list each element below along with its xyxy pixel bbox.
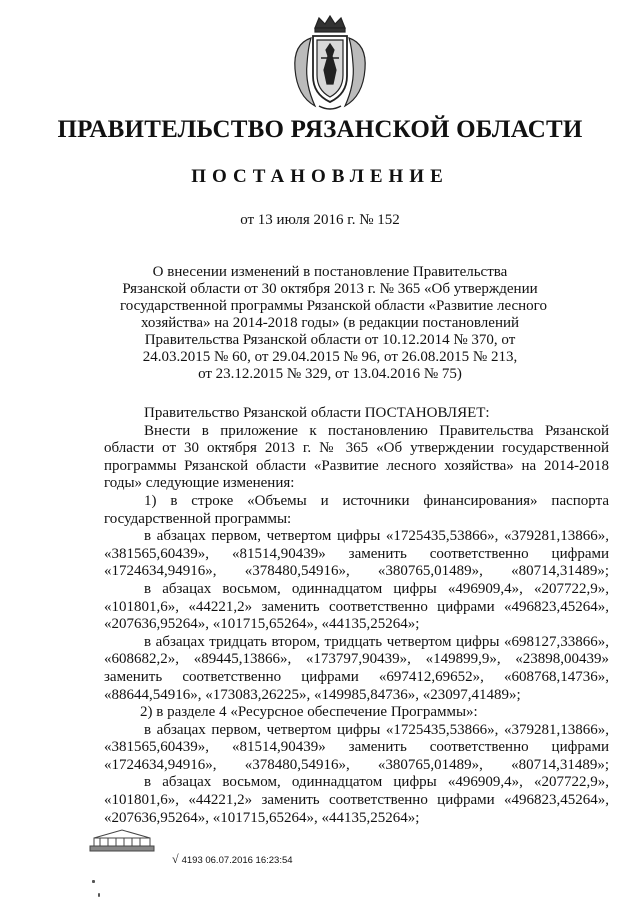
body-line: в абзацах восьмом, одиннадцатом цифры «496909,4», «207722,9», — [144, 774, 609, 791]
registration-text: 4193 06.07.2016 16:23:54 — [181, 855, 293, 866]
body-line: области от 30 октября 2013 г. № 365 «Об утверждении государственной — [104, 440, 609, 457]
subject-line: О внесении изменений в постановление Правительства — [152, 264, 508, 280]
document-body — [104, 405, 609, 827]
body-line: «101801,6», «44221,2» заменить соответственно цифрами «496823,45264», — [104, 598, 609, 615]
body-line: Правительство Рязанской области ПОСТАНОВЛЯЕТ: — [144, 405, 490, 421]
document-type: ПОСТАНОВЛЕНИЕ — [191, 166, 449, 187]
body-line: «88644,54916», «173083,26225», «149985,84736», «23097,41489»; — [104, 686, 521, 703]
body-line: «608682,2», «89445,13866», «173797,90439», «149899,9», «23898,00439» — [104, 651, 609, 668]
body-line: в абзацах первом, четвертом цифры «1725435,53866», «379281,13866», — [144, 528, 609, 545]
body-line: программы Рязанской области «Развитие лесного хозяйства» на 2014-2018 — [104, 457, 609, 474]
body-line: «1724634,94916», «378480,54916», «380765,01489», «80714,31489»; — [104, 563, 609, 580]
body-line: «101801,6», «44221,2» заменить соответственно цифрами «496823,45264», — [104, 792, 609, 809]
body-line: годы» следующие изменения: — [104, 475, 295, 492]
body-line: в абзацах восьмом, одиннадцатом цифры «496909,4», «207722,9», — [144, 580, 609, 597]
body-line: «381565,60439», «81514,90439» заменить соответственно цифрами — [104, 545, 609, 562]
scan-speck — [92, 880, 95, 883]
coat-of-arms-emblem — [285, 14, 375, 116]
document-date-number: от 13 июля 2016 г. № 152 — [240, 212, 400, 228]
subject-line: хозяйства» на 2014-2018 годы» (в редакции постановлений — [140, 315, 520, 331]
body-line: в абзацах тридцать втором, тридцать четвертом цифры «698127,33866», — [144, 633, 609, 650]
subject-line: Правительства Рязанской области от 10.12.2014 № 370, от — [144, 332, 516, 348]
subject-line: 24.03.2015 № 60, от 29.04.2015 № 96, от 26.08.2015 № 213, — [142, 349, 518, 365]
registration-number — [172, 852, 293, 867]
body-line: государственной программы: — [104, 510, 292, 527]
body-line: «381565,60439», «81514,90439» заменить соответственно цифрами — [104, 739, 609, 756]
document-subject — [120, 264, 547, 383]
government-name: ПРАВИТЕЛЬСТВО РЯЗАНСКОЙ ОБЛАСТИ — [57, 116, 583, 143]
subject-line: Рязанской области от 30 октября 2013 г. № 365 «Об утверждении — [122, 281, 538, 297]
body-line: 1) в строке «Объемы и источники финансирования» паспорта — [144, 492, 609, 509]
body-line: «207636,95264», «101715,65264», «44135,25264»; — [104, 809, 420, 826]
body-line: в абзацах первом, четвертом цифры «1725435,53866», «379281,13866», — [144, 721, 609, 738]
scan-speck — [98, 893, 100, 897]
subject-line: государственной программы Рязанской области «Развитие лесного — [120, 298, 547, 314]
body-line: «1724634,94916», «378480,54916», «380765,01489», «80714,31489»; — [104, 756, 609, 773]
body-line: Внести в приложение к постановлению Правительства Рязанской — [144, 422, 609, 439]
subject-line: от 23.12.2015 № 329, от 13.04.2016 № 75) — [198, 366, 462, 382]
registration-mark: √ — [172, 852, 179, 866]
body-line: заменить соответственно цифрами «697412,69652», «608768,14736», — [104, 668, 609, 685]
body-line: «207636,95264», «101715,65264», «44135,25264»; — [104, 616, 420, 633]
body-line: 2) в разделе 4 «Ресурсное обеспечение Программы»: — [140, 704, 478, 721]
registration-stamp-icon — [88, 828, 156, 854]
